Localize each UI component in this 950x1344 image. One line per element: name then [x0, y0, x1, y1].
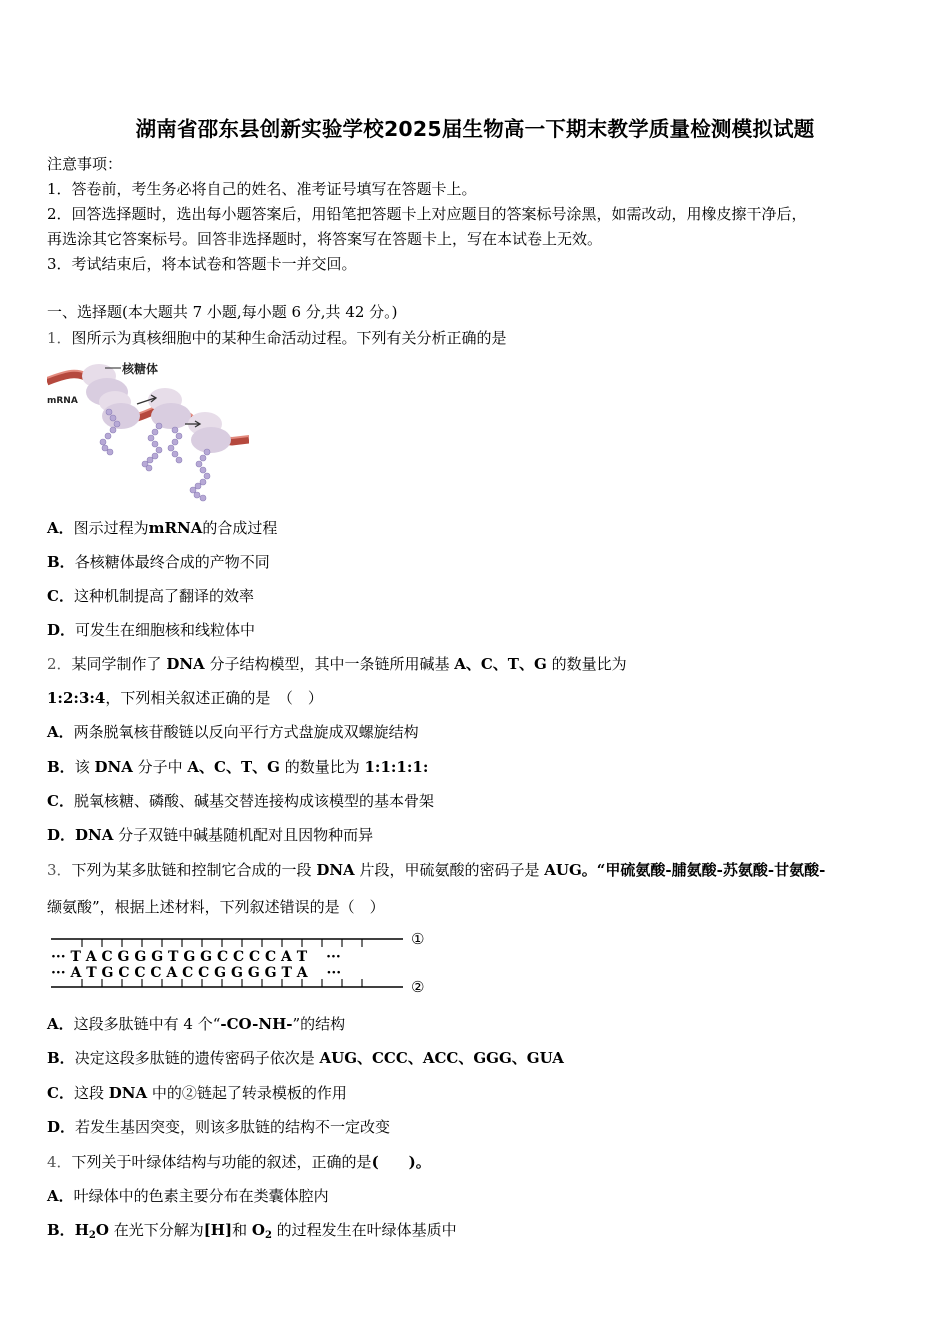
option-bold-text: A、C、T、G: [187, 758, 280, 776]
option-text: ”的结构: [292, 1015, 346, 1033]
q1-option-a[interactable]: [47, 518, 277, 538]
option-letter: B．: [47, 758, 75, 776]
option-bold-text: -CO-NH-: [220, 1015, 293, 1033]
question-number: 2．: [47, 655, 72, 673]
option-bold-text: AUG、CCC、ACC、GGG、GUA: [319, 1049, 564, 1067]
option-text: 这段多肽链中有 4 个“: [73, 1015, 221, 1033]
q3-option-d[interactable]: [47, 1117, 390, 1137]
option-letter: B．: [47, 553, 75, 571]
notice-heading: 注意事项：: [47, 155, 123, 173]
option-text: 图示过程为: [73, 519, 149, 537]
dna-strands-illustration: [47, 928, 439, 994]
stem-text: 的数量比为: [546, 655, 627, 673]
option-text: 的数量比为: [279, 758, 365, 776]
option-letter: D．: [47, 621, 76, 639]
stem-text: 下列为某多肽链和控制它合成的一段: [71, 861, 317, 879]
question-number: 4．: [47, 1153, 72, 1171]
stem-text: 图所示为真核细胞中的某种生命活动过程。下列有关分析正确的是: [71, 329, 507, 347]
option-text: 决定这段多肽链的遗传密码子依次是: [74, 1049, 320, 1067]
q1-option-b[interactable]: [47, 552, 270, 572]
ribosome-label: 核糖体: [122, 362, 159, 376]
option-text: 的过程发生在叶绿体基质中: [271, 1221, 457, 1239]
option-text: 各核糖体最终合成的产物不同: [74, 553, 270, 571]
option-letter: B．: [47, 1221, 75, 1239]
option-text: 该: [74, 758, 95, 776]
option-letter: A．: [47, 519, 74, 537]
dna-sequence-figure: [47, 928, 439, 994]
formula-text: O: [251, 1221, 265, 1239]
stem-bold: DNA: [166, 655, 205, 673]
q3-option-a[interactable]: [47, 1014, 345, 1034]
formula-subscript: 2: [264, 1230, 272, 1241]
question-3-stem: [47, 860, 825, 880]
translation-figure: [47, 352, 249, 504]
q1-option-d[interactable]: [47, 620, 255, 640]
option-text: 这种机制提高了翻译的效率: [73, 587, 254, 605]
option-letter: A．: [47, 1015, 74, 1033]
q4-option-a[interactable]: [47, 1186, 329, 1206]
section-heading: 一、选择题(本大题共 7 小题,每小题 6 分,共 42 分。): [47, 303, 398, 321]
option-letter: C．: [47, 587, 74, 605]
formula-text: O: [95, 1221, 109, 1239]
mrna-label: mRNA: [47, 396, 78, 406]
option-text: 分子中: [132, 758, 188, 776]
stem-text: 。“甲硫氨酸-脯氨酸-苏氨酸-甘氨酸-: [581, 861, 826, 879]
option-text: 的合成过程: [202, 519, 278, 537]
stem-text: ，下列相关叙述正确的是 （ ）: [105, 689, 323, 707]
option-bold-text: DNA: [75, 826, 114, 844]
option-bold-text: 1:1:1:1:: [364, 758, 429, 776]
stem-bold: A、C、T、G: [454, 655, 547, 673]
stem-text: 某同学制作了: [71, 655, 167, 673]
option-letter: A．: [47, 723, 74, 741]
stem-text: 分子结构模型，其中一条链所用碱基: [204, 655, 455, 673]
option-bold-text: mRNA: [148, 519, 203, 537]
option-text: 和: [232, 1221, 252, 1239]
option-text: 可发生在细胞核和线粒体中: [75, 621, 256, 639]
option-text: 若发生基因突变，则该多肽链的结构不一定改变: [75, 1118, 391, 1136]
stem-bold: AUG: [544, 861, 582, 879]
option-text: 两条脱氧核苷酸链以反向平行方式盘旋成双螺旋结构: [73, 723, 419, 741]
q2-option-b[interactable]: [47, 757, 428, 777]
q3-option-b[interactable]: [47, 1048, 564, 1068]
question-4-stem: [47, 1152, 431, 1172]
option-letter: D．: [47, 826, 76, 844]
q2-option-a[interactable]: [47, 722, 419, 742]
option-text: 中的②链起了转录模板的作用: [147, 1084, 347, 1102]
stem-text: 下列关于叶绿体结构与功能的叙述，正确的是: [71, 1153, 372, 1171]
dna-strand-2-sequence: ··· A T G C C C A C C G G G G T A ···: [51, 965, 342, 981]
option-letter: B．: [47, 1049, 75, 1067]
option-bold-text: DNA: [94, 758, 133, 776]
formula-text: H: [74, 1221, 89, 1239]
notice-item-1: 1．答卷前，考生务必将自己的姓名、准考证号填写在答题卡上。: [47, 180, 477, 198]
strand-2-marker: ②: [411, 978, 425, 994]
question-1-stem: [47, 328, 507, 348]
option-text: 叶绿体中的色素主要分布在类囊体腔内: [73, 1187, 329, 1205]
option-bold-text: DNA: [108, 1084, 148, 1102]
dna-strand-1-sequence: ··· T A C G G G T G G C C C C A T ···: [51, 949, 341, 965]
strand-1-marker: ①: [411, 930, 425, 948]
q4-option-b[interactable]: [47, 1220, 457, 1240]
question-2-stem-cont: [47, 688, 323, 708]
option-text: 分子双链中碱基随机配对且因物种而异: [113, 826, 374, 844]
option-letter: A．: [47, 1187, 74, 1205]
question-number: 3．: [47, 861, 72, 879]
polyribosome-illustration: [47, 352, 249, 504]
option-text: 这段: [73, 1084, 109, 1102]
option-letter: C．: [47, 792, 74, 810]
option-letter: D．: [47, 1118, 76, 1136]
notice-item-2-cont: 再选涂其它答案标号。回答非选择题时，将答案写在答题卡上，写在本试卷上无效。: [47, 230, 603, 248]
notice-item-3: 3．考试结束后，将本试卷和答题卡一并交回。: [47, 255, 357, 273]
stem-bold: DNA: [316, 861, 355, 879]
option-text: 在光下分解为: [108, 1221, 204, 1239]
q2-option-d[interactable]: [47, 825, 373, 845]
option-bold-text: [H]: [203, 1221, 233, 1239]
question-3-stem-cont: 缬氨酸”，根据上述材料，下列叙述错误的是（ ）: [47, 898, 385, 916]
page-title: 湖南省邵东县创新实验学校2025届生物高一下期末教学质量检测模拟试题: [135, 117, 815, 141]
option-text: 脱氧核糖、磷酸、碱基交替连接构成该模型的基本骨架: [73, 792, 434, 810]
question-2-stem: [47, 654, 627, 674]
q1-option-c[interactable]: [47, 586, 254, 606]
stem-bold: ( )。: [371, 1153, 431, 1171]
q3-option-c[interactable]: [47, 1083, 347, 1103]
formula-subscript: 2: [88, 1230, 96, 1241]
stem-text: 片段，甲硫氨酸的密码子是: [354, 861, 545, 879]
notice-item-2: 2．回答选择题时，选出每小题答案后，用铅笔把答题卡上对应题目的答案标号涂黑，如需改动，用橡皮擦干净后，: [47, 205, 807, 223]
stem-bold: 1:2:3:4: [47, 689, 106, 707]
q2-option-c[interactable]: [47, 791, 434, 811]
option-letter: C．: [47, 1084, 74, 1102]
question-number: 1．: [47, 329, 72, 347]
